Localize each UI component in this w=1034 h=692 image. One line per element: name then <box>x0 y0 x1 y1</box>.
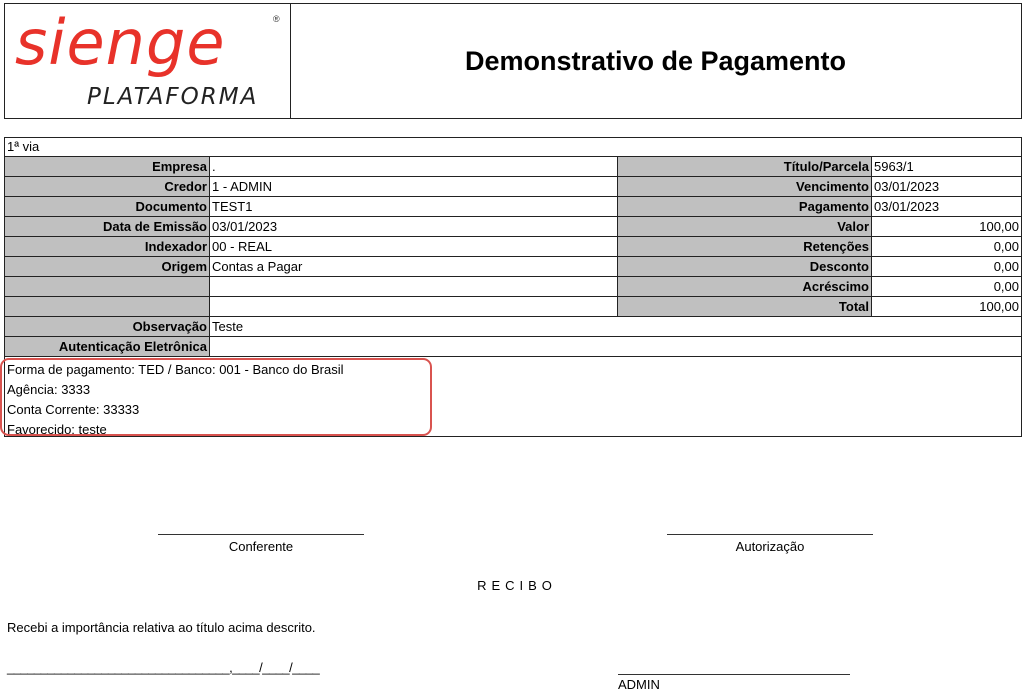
observacao-row <box>5 317 1021 337</box>
left-value <box>210 297 618 316</box>
recibo-title: RECIBO <box>477 578 557 593</box>
detail-row <box>5 237 1021 257</box>
sienge-logo <box>5 4 291 118</box>
right-value: 100,00 <box>979 299 1019 314</box>
left-value: 1 - ADMIN <box>210 177 618 196</box>
document-title: Demonstrativo de Pagamento <box>464 45 847 76</box>
right-value: 03/01/2023 <box>874 179 940 194</box>
left-label: Empresa <box>5 157 210 176</box>
right-label: Pagamento <box>618 197 872 216</box>
left-label: Documento <box>5 197 210 216</box>
signer-name: ADMIN <box>618 677 660 692</box>
observacao-value: Teste <box>212 319 244 334</box>
right-label: Título/Parcela <box>618 157 872 176</box>
logo-subtitle: PLATAFORMA <box>87 84 259 110</box>
observacao-label: Observação <box>5 317 210 336</box>
logo-registered-mark: ® <box>273 14 280 24</box>
detail-row <box>5 257 1021 277</box>
detail-row <box>5 177 1021 197</box>
left-value: TEST1 <box>210 197 618 216</box>
right-value: 100,00 <box>979 219 1019 234</box>
right-value: 5963/1 <box>874 159 914 174</box>
right-label: Valor <box>618 217 872 236</box>
beneficiary-line: Favorecido: teste <box>7 422 107 437</box>
detail-row <box>5 217 1021 237</box>
right-label: Desconto <box>618 257 872 276</box>
left-value: 03/01/2023 <box>210 217 618 236</box>
agency-line: Agência: 3333 <box>7 382 91 397</box>
left-value: . <box>210 157 618 176</box>
right-value: 0,00 <box>993 239 1019 254</box>
left-value: 00 - REAL <box>210 237 618 256</box>
right-value: 03/01/2023 <box>874 199 940 214</box>
autorizacao-label: Autorização <box>735 539 805 554</box>
left-label <box>5 297 210 316</box>
detail-row <box>5 277 1021 297</box>
right-value: 0,00 <box>993 279 1019 294</box>
payment-info-highlight <box>0 358 432 436</box>
logo-wordmark: sienge <box>15 6 226 79</box>
left-value: Contas a Pagar <box>210 257 618 276</box>
right-label: Retenções <box>618 237 872 256</box>
left-label: Indexador <box>5 237 210 256</box>
account-line: Conta Corrente: 33333 <box>7 402 140 417</box>
autenticacao-label: Autenticação Eletrônica <box>5 337 210 356</box>
conferente-label: Conferente <box>228 539 294 554</box>
right-label: Total <box>618 297 872 316</box>
left-label <box>5 277 210 296</box>
detail-row <box>5 297 1021 317</box>
autenticacao-row <box>5 337 1021 357</box>
right-label: Vencimento <box>618 177 872 196</box>
autenticacao-value <box>210 337 1021 356</box>
document-header <box>4 3 1022 119</box>
left-value <box>210 277 618 296</box>
payment-method-line: Forma de pagamento: TED / Banco: 001 - Banco do Brasil <box>7 362 344 377</box>
detail-row <box>5 157 1021 177</box>
admin-signature-line <box>618 674 850 675</box>
conferente-signature-line <box>158 534 364 535</box>
detail-row <box>5 197 1021 217</box>
place-date-line: _________________________________,____/____/____ <box>7 660 320 675</box>
left-label: Origem <box>5 257 210 276</box>
recibo-text: Recebi a importância relativa ao título acima descrito. <box>7 620 316 635</box>
right-value: 0,00 <box>993 259 1019 274</box>
right-label: Acréscimo <box>618 277 872 296</box>
via-label: 1ª via <box>5 138 1021 157</box>
autorizacao-signature-line <box>667 534 873 535</box>
left-label: Credor <box>5 177 210 196</box>
left-label: Data de Emissão <box>5 217 210 236</box>
